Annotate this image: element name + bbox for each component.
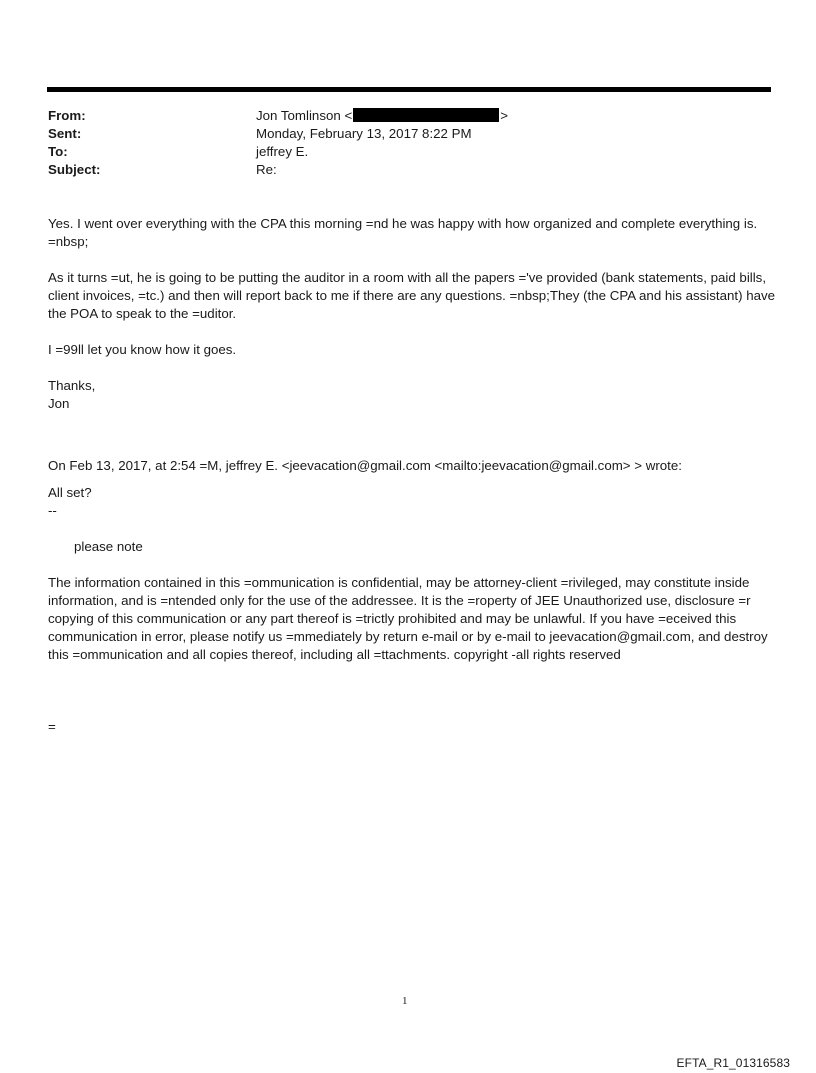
body-paragraph-1: Yes. I went over everything with the CPA this morning =nd he was happy with how organized and complete everything is. =nbsp;	[48, 216, 758, 249]
body-paragraph-2: As it turns =ut, he is going to be putting the auditor in a room with all the papers ='ve provided (bank statements, paid bills, client invoices, =tc.) and then will report back to me if there are any questions. =nbsp;They (the CPA and his assistant) have the POA to speak to the =uditor.	[48, 270, 776, 321]
from-close: >	[500, 108, 508, 123]
disclaimer: The information contained in this =ommunication is confidential, may be attorney-client =rivileged, may constitute inside information, and is =ntended only for the use of the addressee. It is the =roperty of JEE Unauthorized use, disclosure =r copying of this communication or any part thereof is =trictly prohibited and may be unlawful. If you have =eceived this communication in error, please notify us =mmediately by return e-mail or by e-mail to jeevacation@gmail.com, and destroy this =ommunication and all copies thereof, including all =ttachments. copyright -all rights reserved	[48, 575, 768, 662]
document-id: EFTA_R1_01316583	[676, 1056, 790, 1070]
sent-value: Monday, February 13, 2017 8:22 PM	[256, 126, 472, 141]
page-number: 1	[402, 995, 408, 1007]
from-name: Jon Tomlinson <	[256, 108, 353, 123]
to-value: jeffrey E.	[256, 144, 309, 159]
quote-line-2: --	[48, 503, 57, 518]
quote-line-1: All set?	[48, 485, 92, 500]
subject-value: Re:	[256, 162, 277, 177]
please-note: please note	[74, 539, 143, 554]
sign-off: Thanks,	[48, 378, 96, 393]
redaction-box	[353, 108, 499, 122]
from-label: From:	[48, 108, 86, 123]
from-value	[256, 107, 508, 125]
quote-intro: On Feb 13, 2017, at 2:54 =M, jeffrey E. <jeevacation@gmail.com <mailto:jeevacation@gmail.com> > wrote:	[48, 458, 682, 473]
sent-label: Sent:	[48, 126, 82, 141]
header-rule	[47, 87, 771, 92]
subject-label: Subject:	[48, 162, 101, 177]
signature-name: Jon	[48, 396, 70, 411]
body-paragraph-3: I =99ll let you know how it goes.	[48, 342, 237, 357]
to-label: To:	[48, 144, 68, 159]
trailer-equals: =	[48, 719, 56, 734]
